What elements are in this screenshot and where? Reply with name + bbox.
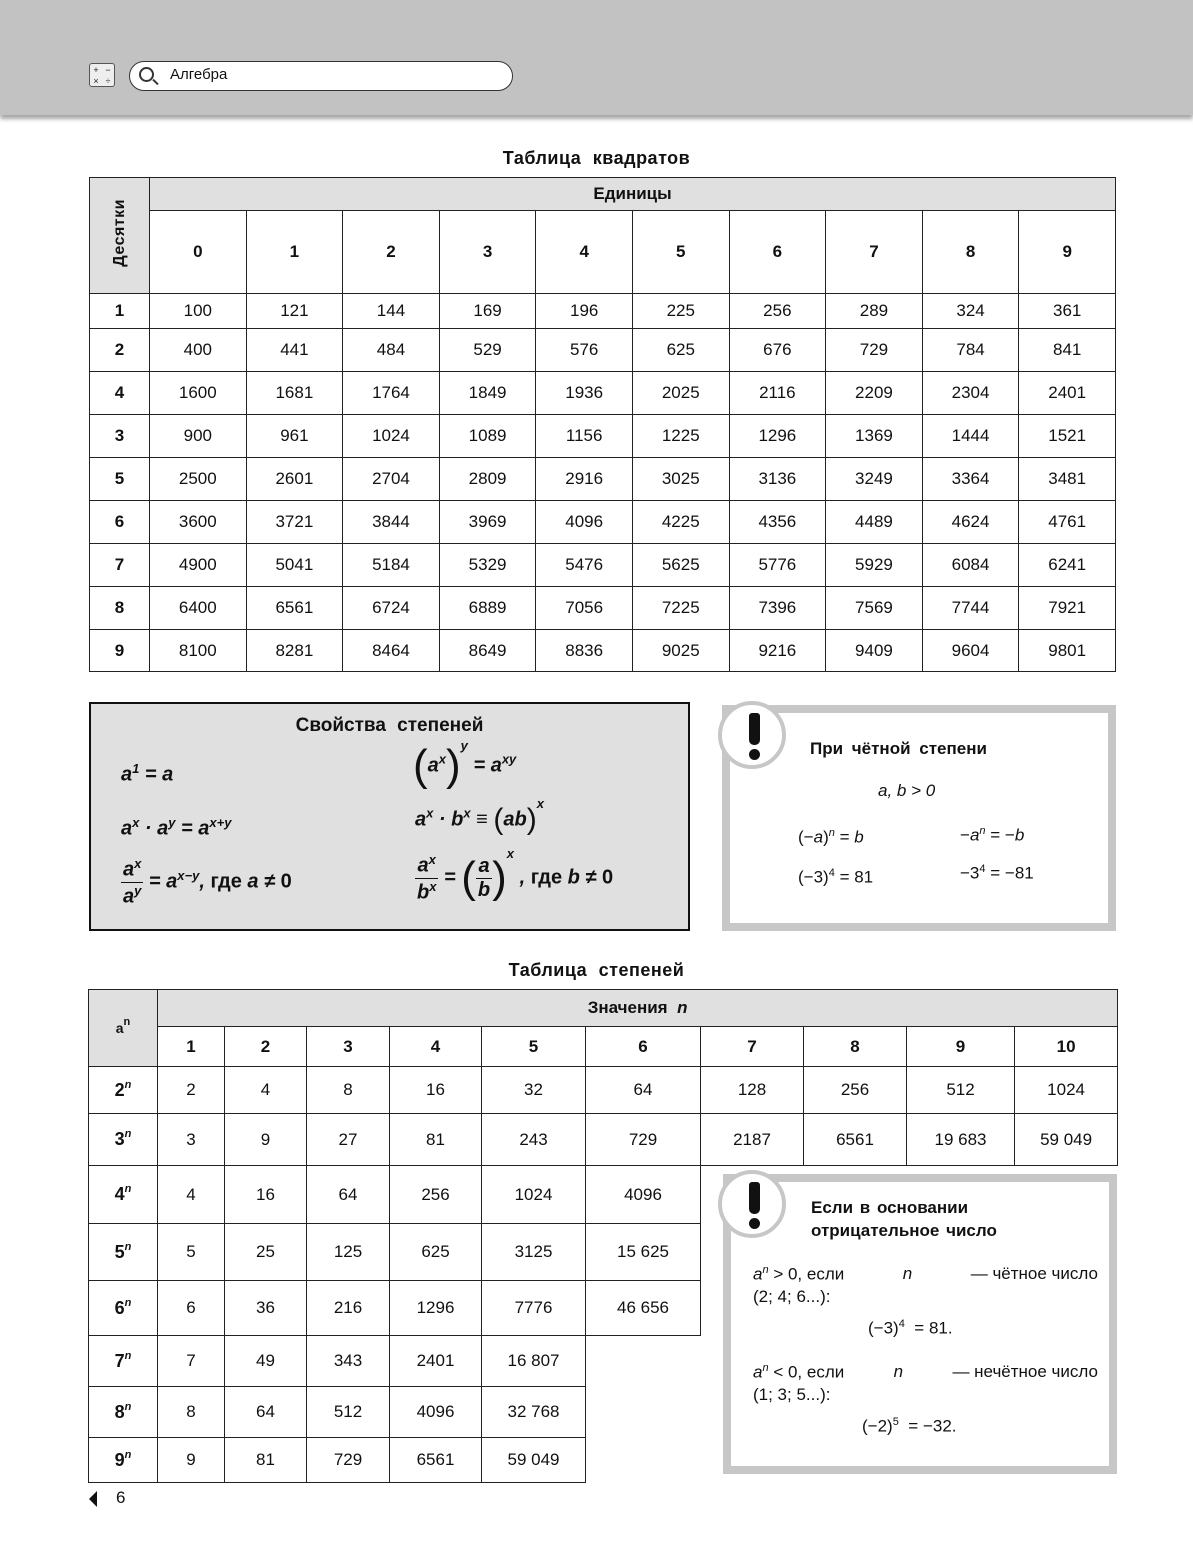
base-cell: [89, 1067, 158, 1114]
square-value-cell: 9216: [729, 630, 826, 672]
base-cell: [89, 1166, 158, 1224]
square-value-cell: 6241: [1019, 544, 1116, 587]
square-value-cell: 5776: [729, 544, 826, 587]
n-header: 10: [1015, 1027, 1118, 1067]
base-exponent: n: [124, 1183, 132, 1195]
base-number: 4: [114, 1184, 125, 1204]
square-value-cell: 2601: [246, 458, 343, 501]
power-value-cell: 9: [225, 1114, 307, 1166]
square-value-cell: 900: [150, 415, 247, 458]
properties-title: Свойства степеней: [295, 715, 484, 736]
square-value-cell: 7569: [826, 587, 923, 630]
squares-table: [89, 177, 1116, 672]
square-value-cell: 361: [1019, 294, 1116, 329]
square-value-cell: 7396: [729, 587, 826, 630]
base-exponent: n: [124, 1078, 132, 1091]
unit-header: 6: [729, 211, 826, 294]
power-value-cell: 32 768: [482, 1387, 586, 1438]
formula-quotient-same-base: $\frac{a^x}{a^y}$ = $a^{x-y}$, где a ≠ 0: [123, 856, 292, 908]
power-value-cell: 216: [307, 1281, 390, 1336]
even-note-example-2: $-3^4 = -81$: [960, 863, 1034, 883]
tens-cell: 5: [90, 458, 150, 501]
square-value-cell: 9801: [1019, 630, 1116, 672]
square-value-cell: 4900: [150, 544, 247, 587]
n-header: 3: [307, 1027, 390, 1067]
square-value-cell: 6400: [150, 587, 247, 630]
square-value-cell: 7744: [922, 587, 1019, 630]
base-number: 8: [114, 1401, 125, 1422]
square-value-cell: 144: [343, 294, 440, 329]
table-row: [90, 630, 1116, 672]
base-cell: [89, 1224, 158, 1281]
square-value-cell: 1849: [439, 372, 536, 415]
search-bar[interactable]: [129, 61, 513, 91]
formula-product-power: $a^x \cdot b^x \equiv (ab)^x$: [415, 795, 544, 836]
square-value-cell: 9604: [922, 630, 1019, 672]
where-label-1: где: [210, 870, 242, 893]
even-note-title: При чётной степени: [810, 739, 987, 758]
square-value-cell: 8464: [343, 630, 440, 672]
power-value-cell: 64: [307, 1166, 390, 1224]
square-value-cell: 1024: [343, 415, 440, 458]
rule2-cond: < 0, если: [773, 1362, 845, 1382]
base-exponent: n: [124, 1400, 132, 1413]
unit-header: 1: [246, 211, 343, 294]
tens-cell: 1: [90, 294, 150, 329]
square-value-cell: 4624: [922, 501, 1019, 544]
ex2-base: (−2): [862, 1416, 893, 1436]
square-value-cell: 3249: [826, 458, 923, 501]
powers-col-header-label: Значения: [587, 998, 668, 1017]
power-value-cell: 46 656: [586, 1281, 701, 1336]
tens-cell: 9: [90, 630, 150, 672]
power-value-cell: 7776: [482, 1281, 586, 1336]
square-value-cell: 3844: [343, 501, 440, 544]
power-value-cell: 5: [158, 1224, 225, 1281]
powers-col-header-var: n: [677, 998, 688, 1017]
square-value-cell: 4356: [729, 501, 826, 544]
header-bar: [0, 0, 1193, 115]
power-value-cell: 243: [482, 1114, 586, 1166]
negative-note-rule-2: $a^n < 0$, если n — нечётное число: [753, 1362, 1098, 1382]
power-value-cell: 8: [158, 1387, 225, 1438]
power-value-cell: 256: [804, 1067, 907, 1114]
square-value-cell: 225: [632, 294, 729, 329]
power-value-cell: 6561: [390, 1438, 482, 1483]
power-value-cell: 2401: [390, 1336, 482, 1387]
square-value-cell: 2304: [922, 372, 1019, 415]
power-value-cell: 1024: [1015, 1067, 1118, 1114]
square-value-cell: 7056: [536, 587, 633, 630]
power-value-cell: 59 049: [482, 1438, 586, 1483]
power-value-cell: 2187: [701, 1114, 804, 1166]
square-value-cell: 3025: [632, 458, 729, 501]
power-value-cell: 81: [390, 1114, 482, 1166]
page-number: 6: [116, 1488, 126, 1507]
negative-note-example-1: [868, 1318, 953, 1339]
unit-header: 5: [632, 211, 729, 294]
negative-note-rule-2-list: (1; 3; 5...):: [753, 1385, 831, 1404]
square-value-cell: 2401: [1019, 372, 1116, 415]
tens-cell: 8: [90, 587, 150, 630]
power-value-cell: 59 049: [1015, 1114, 1118, 1166]
power-value-cell: 81: [225, 1438, 307, 1483]
square-value-cell: 4761: [1019, 501, 1116, 544]
col-header-units: Единицы: [150, 178, 1116, 211]
square-value-cell: 6724: [343, 587, 440, 630]
power-value-cell: 4096: [586, 1166, 701, 1224]
square-value-cell: 3600: [150, 501, 247, 544]
n-header: 5: [482, 1027, 586, 1067]
power-value-cell: 4: [158, 1166, 225, 1224]
square-value-cell: 4225: [632, 501, 729, 544]
square-value-cell: 2916: [536, 458, 633, 501]
square-value-cell: 5329: [439, 544, 536, 587]
power-value-cell: 2: [158, 1067, 225, 1114]
negative-note-rule-1: $a^n > 0$, если n — чётное число: [753, 1264, 1098, 1284]
ex2-exp: 5: [892, 1416, 899, 1428]
negative-note-title-2: отрицательное число: [811, 1221, 997, 1240]
formula-product-same-base: $a^x \cdot a^y = a^{x+y}$: [121, 815, 232, 840]
base-number: 5: [114, 1241, 125, 1262]
table-row: [89, 1067, 1118, 1114]
square-value-cell: 961: [246, 415, 343, 458]
power-value-cell: 49: [225, 1336, 307, 1387]
square-value-cell: 4096: [536, 501, 633, 544]
power-value-cell: 729: [307, 1438, 390, 1483]
minus-glyph: −: [105, 65, 111, 75]
square-value-cell: 625: [632, 329, 729, 372]
n-header: 7: [701, 1027, 804, 1067]
base-number: 9: [114, 1449, 125, 1470]
square-value-cell: 256: [729, 294, 826, 329]
tens-cell: 2: [90, 329, 150, 372]
square-value-cell: 9025: [632, 630, 729, 672]
power-value-cell: 343: [307, 1336, 390, 1387]
tens-cell: 6: [90, 501, 150, 544]
square-value-cell: 5625: [632, 544, 729, 587]
square-value-cell: 196: [536, 294, 633, 329]
power-value-cell: 3: [158, 1114, 225, 1166]
power-value-cell: 64: [225, 1387, 307, 1438]
square-value-cell: 7225: [632, 587, 729, 630]
square-value-cell: 3969: [439, 501, 536, 544]
rule1-cond: > 0, если: [773, 1264, 845, 1284]
tens-cell: 4: [90, 372, 150, 415]
power-value-cell: 4096: [390, 1387, 482, 1438]
power-value-cell: 6561: [804, 1114, 907, 1166]
base-exponent: n: [124, 1349, 132, 1362]
square-value-cell: 400: [150, 329, 247, 372]
square-value-cell: 7921: [1019, 587, 1116, 630]
table-row: [90, 458, 1116, 501]
power-value-cell: 8: [307, 1067, 390, 1114]
base-exponent: n: [124, 1296, 132, 1309]
square-value-cell: 1681: [246, 372, 343, 415]
n-header: 1: [158, 1027, 225, 1067]
even-note-condition: a, b > 0: [878, 781, 936, 800]
unit-header: 3: [439, 211, 536, 294]
n-header: 2: [225, 1027, 307, 1067]
base-number: 7: [114, 1350, 125, 1371]
square-value-cell: 8100: [150, 630, 247, 672]
tens-cell: 3: [90, 415, 150, 458]
power-value-cell: 9: [158, 1438, 225, 1483]
power-value-cell: 36: [225, 1281, 307, 1336]
power-properties-box: [89, 702, 690, 931]
square-value-cell: 1521: [1019, 415, 1116, 458]
square-value-cell: 5041: [246, 544, 343, 587]
even-note-formula-2: $-a^n = -b$: [960, 825, 1025, 845]
square-value-cell: 841: [1019, 329, 1116, 372]
power-value-cell: 16 807: [482, 1336, 586, 1387]
power-value-cell: 16: [390, 1067, 482, 1114]
power-value-cell: 1024: [482, 1166, 586, 1224]
base-number: 3: [114, 1129, 125, 1149]
square-value-cell: 169: [439, 294, 536, 329]
corner-cell: [89, 990, 158, 1067]
square-value-cell: 8281: [246, 630, 343, 672]
base-cell: [89, 1336, 158, 1387]
square-value-cell: 121: [246, 294, 343, 329]
table-row: [90, 544, 1116, 587]
row-header-tens: Десятки: [110, 199, 128, 267]
power-value-cell: 3125: [482, 1224, 586, 1281]
calculator-icon[interactable]: [89, 63, 115, 87]
square-value-cell: 1444: [922, 415, 1019, 458]
power-value-cell: 256: [390, 1166, 482, 1224]
square-value-cell: 289: [826, 294, 923, 329]
row-header-cell: [90, 178, 150, 294]
base-cell: [89, 1281, 158, 1336]
square-value-cell: 5184: [343, 544, 440, 587]
power-value-cell: 1296: [390, 1281, 482, 1336]
square-value-cell: 784: [922, 329, 1019, 372]
square-value-cell: 3721: [246, 501, 343, 544]
power-value-cell: 32: [482, 1067, 586, 1114]
even-note-formula-1: $(-a)^n = b$: [798, 827, 864, 847]
square-value-cell: 5929: [826, 544, 923, 587]
n-header: 6: [586, 1027, 701, 1067]
corner-base: a: [115, 1020, 124, 1036]
power-value-cell: 128: [701, 1067, 804, 1114]
unit-header: 0: [150, 211, 247, 294]
base-exponent: n: [124, 1240, 132, 1253]
square-value-cell: 1296: [729, 415, 826, 458]
square-value-cell: 100: [150, 294, 247, 329]
table-row: [90, 329, 1116, 372]
page-arrow-icon[interactable]: [89, 1491, 97, 1507]
unit-header: 7: [826, 211, 923, 294]
base-cell: [89, 1438, 158, 1483]
negative-note-title-1: Если в основании: [811, 1198, 969, 1217]
unit-header: 9: [1019, 211, 1116, 294]
square-value-cell: 1225: [632, 415, 729, 458]
power-value-cell: 512: [907, 1067, 1015, 1114]
square-value-cell: 2116: [729, 372, 826, 415]
table-row: [89, 1114, 1118, 1166]
table-row: [90, 587, 1116, 630]
square-value-cell: 1369: [826, 415, 923, 458]
square-value-cell: 2704: [343, 458, 440, 501]
base-number: 2: [114, 1079, 125, 1100]
base-number: 6: [114, 1297, 125, 1318]
search-icon: [139, 67, 154, 82]
powers-title: Таблица степеней: [508, 960, 685, 980]
squares-title: Таблица квадратов: [502, 148, 691, 168]
square-value-cell: 2809: [439, 458, 536, 501]
square-value-cell: 729: [826, 329, 923, 372]
negative-note-example-2: [862, 1416, 957, 1437]
rule1-desc: — чётное число: [970, 1264, 1098, 1283]
square-value-cell: 324: [922, 294, 1019, 329]
ex2-result: = −32.: [908, 1416, 957, 1436]
table-row: [90, 415, 1116, 458]
square-value-cell: 1089: [439, 415, 536, 458]
square-value-cell: 6084: [922, 544, 1019, 587]
square-value-cell: 529: [439, 329, 536, 372]
times-glyph: ×: [93, 75, 99, 86]
square-value-cell: 8836: [536, 630, 633, 672]
plus-glyph: +: [93, 65, 99, 75]
base-exponent: n: [124, 1448, 132, 1461]
power-value-cell: 16: [225, 1166, 307, 1224]
where-label-2: где: [530, 866, 563, 889]
powers-col-header: [158, 990, 1118, 1027]
formula-quotient-power: $\frac{a^x}{b^x}$ = ( $\frac{a}{b}$ )$^x$ , где b ≠ 0: [417, 845, 614, 904]
square-value-cell: 2500: [150, 458, 247, 501]
even-note-example-2-result: = −81: [990, 863, 1034, 883]
formula-a1: $a^1 = a$: [121, 761, 174, 786]
square-value-cell: 1764: [343, 372, 440, 415]
power-value-cell: 512: [307, 1387, 390, 1438]
exclamation-icon: [718, 1170, 786, 1238]
table-row: [90, 372, 1116, 415]
power-value-cell: 7: [158, 1336, 225, 1387]
square-value-cell: 2209: [826, 372, 923, 415]
search-text: Алгебра: [170, 66, 228, 83]
square-value-cell: 441: [246, 329, 343, 372]
square-value-cell: 576: [536, 329, 633, 372]
power-value-cell: 19 683: [907, 1114, 1015, 1166]
ex1-exp: 4: [898, 1318, 905, 1330]
tens-cell: 7: [90, 544, 150, 587]
table-row: [90, 501, 1116, 544]
ex1-base: (−3): [868, 1318, 899, 1338]
unit-header: 2: [343, 211, 440, 294]
ex1-result: = 81.: [914, 1318, 953, 1338]
square-value-cell: 6561: [246, 587, 343, 630]
negative-note-rule-1-list: (2; 4; 6...):: [753, 1287, 831, 1306]
square-value-cell: 3136: [729, 458, 826, 501]
square-value-cell: 4489: [826, 501, 923, 544]
power-value-cell: 125: [307, 1224, 390, 1281]
n-header: 9: [907, 1027, 1015, 1067]
square-value-cell: 1156: [536, 415, 633, 458]
square-value-cell: 6889: [439, 587, 536, 630]
n-header: 4: [390, 1027, 482, 1067]
power-value-cell: 25: [225, 1224, 307, 1281]
power-value-cell: 729: [586, 1114, 701, 1166]
power-value-cell: 6: [158, 1281, 225, 1336]
unit-header: 4: [536, 211, 633, 294]
corner-exponent: n: [123, 1016, 131, 1028]
n-header: 8: [804, 1027, 907, 1067]
power-value-cell: 15 625: [586, 1224, 701, 1281]
square-value-cell: 3364: [922, 458, 1019, 501]
square-value-cell: 484: [343, 329, 440, 372]
power-value-cell: 4: [225, 1067, 307, 1114]
formula-power-of-power: $(a^x)^y = a^{xy}$: [413, 737, 517, 790]
square-value-cell: 9409: [826, 630, 923, 672]
exclamation-icon: [718, 701, 786, 769]
square-value-cell: 676: [729, 329, 826, 372]
square-value-cell: 1936: [536, 372, 633, 415]
power-value-cell: 64: [586, 1067, 701, 1114]
base-cell: [89, 1387, 158, 1438]
even-note-example-1: $(-3)^4 = 81$: [798, 867, 874, 887]
power-value-cell: 27: [307, 1114, 390, 1166]
square-value-cell: 5476: [536, 544, 633, 587]
square-value-cell: 3481: [1019, 458, 1116, 501]
power-value-cell: 625: [390, 1224, 482, 1281]
even-note-example-1-result: = 81: [839, 867, 874, 887]
square-value-cell: 2025: [632, 372, 729, 415]
base-cell: [89, 1114, 158, 1166]
base-exponent: n: [124, 1128, 132, 1140]
square-value-cell: 1600: [150, 372, 247, 415]
unit-header: 8: [922, 211, 1019, 294]
rule2-desc: — нечётное число: [952, 1362, 1098, 1381]
square-value-cell: 8649: [439, 630, 536, 672]
table-row: [90, 294, 1116, 329]
divide-glyph: ÷: [105, 75, 111, 86]
